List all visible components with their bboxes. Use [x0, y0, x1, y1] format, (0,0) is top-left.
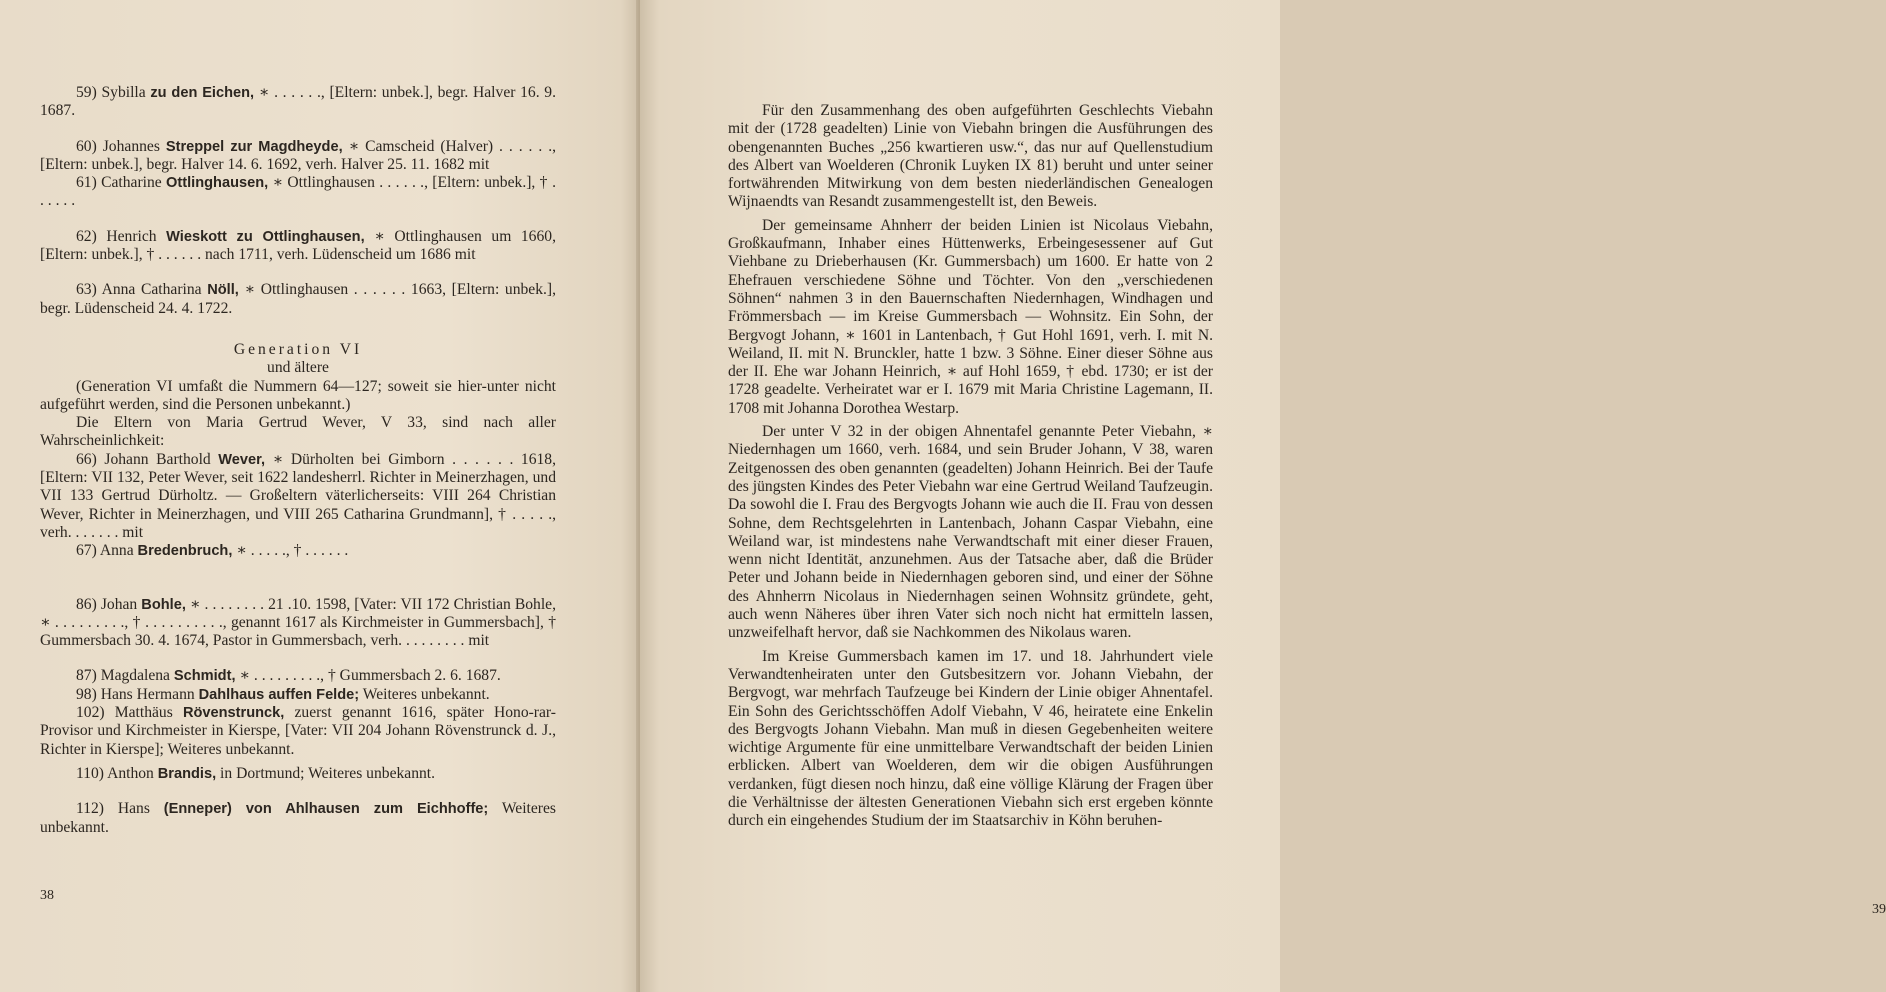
entry-family-name: Wever,	[218, 451, 266, 468]
text-paragraph: Der unter V 32 in der obigen Ahnentafel genannte Peter Viebahn, ∗ Niedernhagen um 1660, verh. 1684, und sein Bruder Johann, V 38, waren Zeitgenossen des oben genannten (geadelten) Johann Heinrich. Bei der Taufe des jüngsten Kindes des Peter Viebahn war eine Gertrud Weiland Taufzeugin. Da sowohl die I. Frau des Bergvogts Johann wie auch die II. Frau von dessen Sohne, dem Rechtsgelehrten in Lantenbach, Johann Caspar Viebahn, eine Weiland war, ist mindestens nahe Verwandtschaft mit einer dieser Frauen, wenn nicht Identität, anzunehmen. Aus der Tatsache aber, daß die Brüder Peter und Johann beide in Niedernhagen geboren sind, und einer der Söhne des Ahnherrn Nicolaus in Niedernhagen seinen Wohnsitz gründete, geht, auch wenn Näheres über ihren Vater sich noch nicht hat ermitteln lassen, unzweifelhaft hervor, daß sie Nachkommen des Nikolaus waren.	[728, 423, 1213, 642]
entry-given-name: Anna Catharina	[101, 281, 202, 299]
entry-number: 61)	[76, 174, 97, 192]
text-paragraph: Der gemeinsame Ahnherr der beiden Linien ist Nicolaus Viebahn, Großkaufmann, Inhaber eines Hüttenwerks, Erbeingesessener auf Gut Viehbane zu Drieberhausen (Kr. Gummersbach) um 1600. Er hatte von 2 Ehefrauen verschiedene Söhne und Töchter. Von den „verschiedenen Söhnen“ nahmen 3 in den Bauernschaften Niedernhagen, Windhagen und Frömmersbach — im Kreise Gummersbach — Wohnsitz. Ein Sohn, der Bergvogt Johann, ∗ 1601 in Lantenbach, † Gut Hohl 1691, verh. I. mit N. Weiland, II. mit N. Brunckler, hatte 1 bzw. 3 Söhne. Einer dieser Söhne aus der II. Ehe war Johann Heinrich, ∗ auf Hohl 1659, † ebd. 1730; er ist der 1728 geadelte. Verheiratet war er I. 1679 mit Maria Christine Lagemann, II. 1708 mit Johanna Dorothea Westarp.	[728, 216, 1213, 417]
entry-given-name: Henrich	[106, 227, 157, 245]
text-paragraph: Für den Zusammenhang des oben aufgeführten Geschlechts Viebahn mit der (1728 geadelten) Linie von Viebahn bringen die Ausführungen des obengenannten Buches „256 kwartieren usw.“, das nur auf Quellenstudium des Albert van Woelderen (Chronik Luyken IX 81) beruht und unter seiner fortwährenden Mitwirkung von dem besten niederländischen Genealogen Wijnaendts van Resandt zusammengestellt ist, den Beweis.	[728, 102, 1213, 211]
entry-given-name: Matthäus	[114, 704, 173, 722]
entry-number: 86)	[76, 595, 97, 613]
entry-given-name: Hans	[117, 800, 150, 818]
left-page	[0, 0, 640, 992]
entries-brandis	[40, 765, 556, 837]
entry-number: 110)	[76, 764, 105, 782]
entry-family-name: (Enneper) von Ahlhausen zum Eichhoffe;	[163, 801, 489, 818]
entry-details: Weiteres unbekannt.	[359, 685, 490, 703]
genealogy-entry	[40, 451, 556, 542]
entry-given-name: Johan	[100, 595, 138, 613]
entry-number: 60)	[76, 137, 97, 155]
entry-given-name: Anna	[99, 542, 134, 560]
entry-given-name: Johannes	[102, 137, 160, 155]
entry-family-name: zu den Eichen,	[150, 85, 255, 101]
page-number-right: 39	[1872, 902, 1886, 917]
entry-number: 87)	[76, 667, 97, 685]
genealogy-entry	[40, 281, 556, 318]
generation-note: (Generation VI umfaßt die Nummern 64—127; soweit sie hier-unter nicht aufgeführt werden, sind die Personen unbekannt.)	[40, 377, 556, 413]
genealogy-entry	[40, 800, 556, 837]
entry-family-name: Bredenbruch,	[137, 543, 233, 560]
genealogy-entry	[40, 704, 556, 759]
eltern-note: Die Eltern von Maria Gertrud Wever, V 33, sind nach aller Wahrscheinlichkeit:	[40, 414, 556, 450]
entry-number: 112)	[76, 800, 105, 818]
entry-given-name: Anthon	[107, 764, 154, 782]
entry-details: ∗ . . . . ., † . . . . . .	[232, 542, 349, 560]
entry-details: ∗ Camscheid (Halver) . . . . . ., [Eltern: unbek.], begr. Halver 14. 6. 1692, verh. Halver 25. 11. 1682 mit	[40, 137, 556, 173]
genealogy-entry	[40, 174, 556, 211]
genealogy-entry	[40, 686, 556, 704]
entry-number: 67)	[76, 542, 97, 560]
entries-wever	[40, 451, 556, 561]
entry-family-name: Brandis,	[157, 765, 217, 782]
genealogy-entry	[40, 84, 556, 121]
entry-family-name: Wieskott zu Ottlinghausen,	[166, 228, 365, 245]
genealogy-entry	[40, 228, 556, 265]
entry-details: zuerst genannt 1616, später Hono-rar-Provisor und Kirchmeister in Kierspe, [Vater: VII 204 Johann Rövenstrunck d. J., Richter in Kierspe]; Weiteres unbekannt.	[40, 704, 556, 758]
entry-given-name: Sybilla	[101, 84, 146, 101]
entries-bohle	[40, 596, 556, 759]
entry-number: 59)	[76, 84, 97, 101]
right-page	[640, 0, 1886, 992]
entry-given-name: Catharine	[101, 174, 162, 192]
entry-family-name: Rövenstrunck,	[182, 705, 285, 722]
entry-family-name: Nöll,	[207, 282, 239, 299]
entry-number: 98)	[76, 685, 97, 703]
entry-number: 62)	[76, 227, 97, 245]
genealogy-entry	[40, 765, 556, 783]
left-page-text	[40, 84, 556, 837]
entry-family-name: Streppel zur Magdheyde,	[165, 138, 343, 155]
entry-details: ∗ Ottlinghausen . . . . . . 1663, [Eltern: unbek.], begr. Lüdenscheid 24. 4. 1722.	[40, 281, 556, 317]
entry-details: in Dortmund; Weiteres unbekannt.	[216, 764, 436, 782]
entry-details: Weiteres unbekannt.	[40, 800, 556, 836]
entry-given-name: Hans Hermann	[100, 685, 195, 703]
entry-number: 102)	[76, 704, 105, 722]
entry-details: ∗ . . . . . . . . ., † Gummersbach 2. 6. 1687.	[235, 667, 501, 685]
entries-generation-v	[40, 84, 556, 318]
entry-details: ∗ Dürholten bei Gimborn . . . . . . 1618, [Eltern: VII 132, Peter Wever, seit 1622 landesherrl. Richter in Meinerzhagen, und VII 133 Gertrud Dürholtz. — Großeltern väterlicherseits: VIII 264 Christian Wever, Richter in Meinerzhagen, und VIII 265 Catharina Grundmann], † . . . . ., verh. . . . . . . mit	[40, 450, 556, 541]
entry-number: 63)	[76, 281, 97, 299]
entry-number: 66)	[76, 450, 97, 468]
entry-details: ∗ . . . . . ., [Eltern: unbek.], begr. Halver 16. 9. 1687.	[40, 84, 556, 120]
genealogy-entry	[40, 596, 556, 651]
entry-family-name: Ottlinghausen,	[166, 175, 269, 192]
generation-subtitle: und ältere	[267, 359, 329, 377]
entry-details: ∗ . . . . . . . . 21 .10. 1598, [Vater: VII 172 Christian Bohle, ∗ . . . . . . . . ., † . . . . . . . . . ., genannt 1617 als Kirchmeister in Gummersbach], † Gummersbach 30. 4. 1674, Pastor in Gummersbach, verh. . . . . . . . . mit	[40, 595, 556, 650]
entry-given-name: Magdalena	[100, 667, 170, 685]
genealogy-entry	[40, 138, 556, 175]
entry-details: ∗ Ottlinghausen . . . . . ., [Eltern: unbek.], † . . . . . .	[40, 174, 557, 210]
entry-family-name: Dahlhaus auffen Felde;	[198, 686, 360, 703]
entry-given-name: Johann Barthold	[104, 450, 211, 468]
text-paragraph: Im Kreise Gummersbach kamen im 17. und 18. Jahrhundert viele Verwandtenheiraten unter den Gutsbesitzern vor. Johann Viebahn, der Bergvogt, war mehrfach Taufzeuge bei Kindern der Linie obiger Ahnentafel. Ein Sohn des Gerichtsschöffen Adolf Viebahn, V 46, heiratete eine Enkelin des Bergvogts Johann Viebahn. Man muß in diesen Gegebenheiten weitere wichtige Argumente für eine unmittelbare Verwandtschaft der beiden Linien erblicken. Albert van Woelderen, dem wir die obigen Ausführungen verdanken, fügt diesen noch hinzu, daß eine völlige Klärung der Fragen über die Verhältnisse der ältesten Generationen Viebahn sich erst ergeben könnte durch ein eingehendes Studium der im Staatsarchiv in Köhn beruhen-	[728, 647, 1213, 830]
right-page-text	[728, 102, 1213, 836]
entry-family-name: Schmidt,	[173, 668, 236, 685]
entry-family-name: Bohle,	[141, 596, 186, 613]
generation-title: Generation VI	[233, 340, 363, 358]
page-number-left: 38	[40, 888, 54, 903]
genealogy-entry	[40, 542, 556, 560]
entry-details: ∗ Ottlinghausen um 1660, [Eltern: unbek.], † . . . . . . nach 1711, verh. Lüdenscheid um 1686 mit	[40, 227, 556, 264]
genealogy-entry	[40, 667, 556, 685]
